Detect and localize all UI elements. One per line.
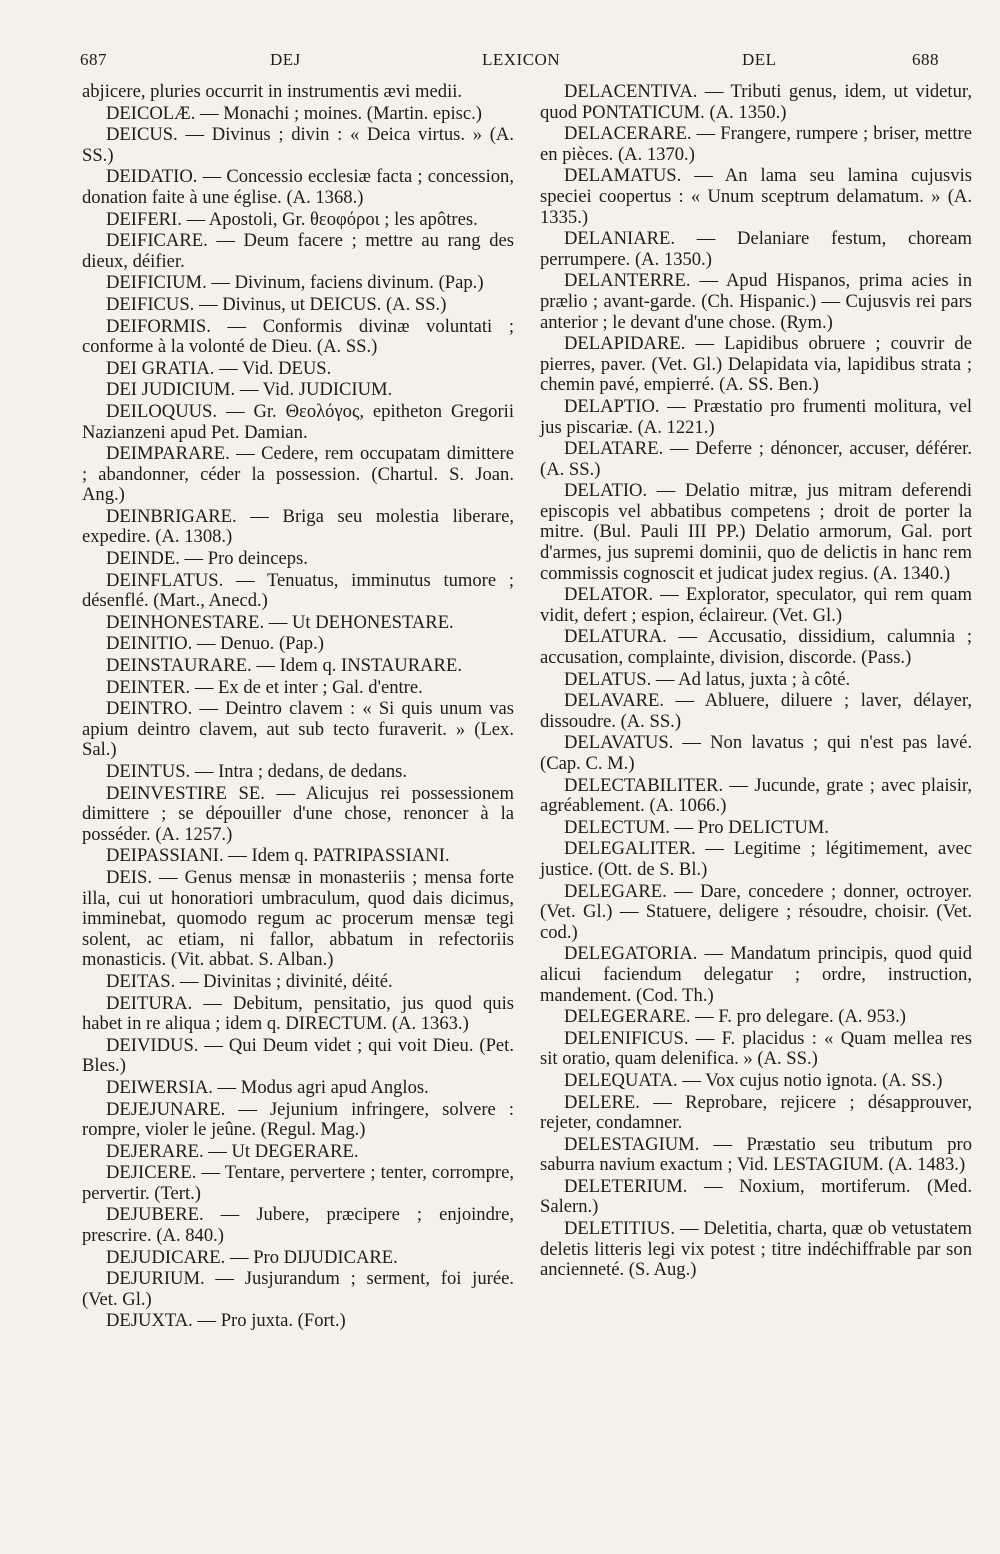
entry: DELERE. — Reprobare, rejicere ; désapprouver, rejeter, condamner. (540, 1091, 972, 1134)
entry: DEINHONESTARE. — Ut DEHONESTARE. (106, 611, 454, 633)
entry: DEIWERSIA. — Modus agri apud Anglos. (106, 1076, 429, 1098)
entry: abjicere, pluries occurrit in instrumentis ævi medii. (82, 81, 463, 102)
running-head-right: DEL (742, 50, 777, 69)
entry: DEIDATIO. — Concessio ecclesiæ facta ; concession, donation faite à une église. (A. 1368.) (82, 166, 514, 208)
entry: DELATIO. — Delatio mitræ, jus mitram deferendi episcopis vel abbatibus competens ; droit de porter la mitre. (Bul. Pauli III PP.) Delatio armorum, Gal. port d'armes, jus supremi dominii, quo de delictis in hanc rem commissis cognoscit et judicat judex regius. (A. 1340.) (540, 480, 972, 584)
page-number-left: 687 (80, 50, 107, 69)
entry: DELATOR. — Explorator, speculator, qui rem quam vidit, defert ; espion, éclaireur. (Vet. Gl.) (540, 584, 972, 626)
entry: DELAVATUS. — Non lavatus ; qui n'est pas lavé. (Cap. C. M.) (540, 732, 972, 774)
entry: DEICUS. — Divinus ; divin : « Deica virtus. » (A. SS.) (82, 124, 514, 166)
entry: DEILOQUUS. — Gr. Θεολόγος, epitheton Gregorii Nazianzeni apud Pet. Damian. (82, 400, 514, 443)
entry: DEINTER. — Ex de et inter ; Gal. d'entre. (106, 676, 423, 698)
entry: DEIPASSIANI. — Idem q. PATRIPASSIANI. (106, 845, 450, 867)
page-header (80, 40, 944, 86)
page-title: LEXICON (482, 50, 561, 69)
entry: DEIFERI. — Apostoli, Gr. θεοφόροι ; les apôtres. (106, 208, 478, 230)
entry: DEIFORMIS. — Conformis divinæ voluntati ; conforme à la volonté de Dieu. (A. SS.) (82, 315, 514, 358)
entry: DELESTAGIUM. — Præstatio seu tributum pro saburra navium exactum ; Vid. LESTAGIUM. (A. 1483.) (540, 1133, 972, 1176)
entry: DELAPTIO. — Præstatio pro frumenti molitura, vel jus piscariæ. (A. 1221.) (540, 395, 972, 438)
entry: DELANTERRE. — Apud Hispanos, prima acies in prælio ; avant-garde. (Ch. Hispanic.) — Cujusvis rei pars anterior ; le devant d'une chose. (Rym.) (540, 270, 972, 333)
entry: DEIVIDUS. — Qui Deum videt ; qui voit Dieu. (Pet. Bles.) (82, 1034, 514, 1077)
page-number-right: 688 (912, 50, 939, 69)
entry: DEIMPARARE. — Cedere, rem occupatam dimittere ; abandonner, céder la possession. (Chartul. S. Joan. Ang.) (82, 443, 514, 506)
entry: DEIFICARE. — Deum facere ; mettre au rang des dieux, déifier. (82, 230, 514, 272)
entry: DEI GRATIA. — Vid. DEUS. (106, 357, 332, 379)
entry: DELETERIUM. — Noxium, mortiferum. (Med. Salern.) (540, 1175, 972, 1218)
entry: DELEGARE. — Dare, concedere ; donner, octroyer.(Vet. Gl.) — Statuere, deligere ; résoudre, choisir. (Vet. cod.) (540, 880, 972, 943)
entry: DELEGATORIA. — Mandatum principis, quod quid alicui faciendum delegatur ; ordre, instruction, mandement. (Cod. Th.) (540, 943, 972, 1006)
entry: DELEQUATA. — Vox cujus notio ignota. (A. SS.) (564, 1069, 943, 1091)
entry: DEINBRIGARE. — Briga seu molestia liberare, expedire. (A. 1308.) (82, 505, 514, 548)
entry: DEJEJUNARE. — Jejunium infringere, solvere : rompre, violer le jeûne. (Regul. Mag.) (82, 1098, 514, 1141)
entry: DELECTABILITER. — Jucunde, grate ; avec plaisir, agréablement. (A. 1066.) (540, 774, 972, 817)
entry: DEIS. — Genus mensæ in monasteriis ; mensa forte illa, cui ut honoratiori umbraculum, quod dais dicimus, imminebat, quomodo regum ac procerum mensæ tegi solent, ac etiam, ni fallor, abbatum in refectoriis monasticis. (Vit. abbat. S. Alban.) (82, 866, 514, 971)
entry: DELATURA. — Accusatio, dissidium, calumnia ; accusation, complainte, division, discorde. (Pass.) (540, 626, 972, 669)
entry: DELETITIUS. — Deletitia, charta, quæ ob vetustatem deletis litteris legi vix potest ; titre indéchiffrable par son ancienneté. (S. Aug.) (540, 1218, 972, 1281)
entry: DEIFICUS. — Divinus, ut DEICUS. (A. SS.) (106, 293, 447, 315)
entry: DEJERARE. — Ut DEGERARE. (106, 1140, 359, 1162)
entry: DEJUDICARE. — Pro DIJUDICARE. (106, 1246, 398, 1268)
entry: DEINSTAURARE. — Idem q. INSTAURARE. (106, 655, 462, 677)
left-column (82, 82, 514, 1333)
entry: DEJICERE. — Tentare, pervertere ; tenter, corrompre, pervertir. (Tert.) (82, 1162, 514, 1204)
entry: DEI JUDICIUM. — Vid. JUDICIUM. (106, 379, 393, 401)
entry: DEICOLÆ. — Monachi ; moines. (Martin. episc.) (106, 102, 482, 124)
entry: DELAMATUS. — An lama seu lamina cujusvis speciei coopertus : « Unum sceptrum delamatum. » (A. 1335.) (540, 165, 972, 228)
running-head-left: DEJ (270, 50, 301, 69)
entry: DELEGALITER. — Legitime ; légitimement, avec justice. (Ott. de S. Bl.) (540, 838, 972, 880)
entry: DELATUS. — Ad latus, juxta ; à côté. (564, 668, 851, 690)
entry: DEIFICIUM. — Divinum, faciens divinum. (Pap.) (106, 272, 484, 294)
entry: DEJURIUM. — Jusjurandum ; serment, foi jurée. (Vet. Gl.) (82, 1268, 514, 1310)
entry: DEITAS. — Divinitas ; divinité, déité. (106, 970, 393, 992)
entry: DEINITIO. — Denuo. (Pap.) (106, 633, 324, 655)
entry: DEJUBERE. — Jubere, præcipere ; enjoindre, prescrire. (A. 840.) (82, 1204, 514, 1247)
entry: DEINDE. — Pro deinceps. (106, 548, 308, 570)
right-column (540, 82, 972, 1282)
entry: DELECTUM. — Pro DELICTUM. (564, 816, 829, 838)
entry: DEINTRO. — Deintro clavem : « Si quis unum vas apium deintro clavem, aut sub tecto furaverit. » (Lex. Sal.) (82, 698, 514, 761)
entry: DELENIFICUS. — F. placidus : « Quam mellea res sit oratio, quam delenifica. » (A. SS.) (540, 1027, 972, 1070)
entry: DELAVARE. — Abluere, diluere ; laver, délayer, dissoudre. (A. SS.) (540, 690, 972, 732)
entry: DELACENTIVA. — Tributi genus, idem, ut videtur, quod PONTATICUM. (A. 1350.) (540, 81, 972, 123)
entry: DEITURA. — Debitum, pensitatio, jus quod quis habet in re aliqua ; idem q. DIRECTUM. (A. 1363.) (82, 992, 514, 1035)
entry: DEINVESTIRE SE. — Alicujus rei possessionem dimittere ; se dépouiller d'une chose, renoncer à la posséder. (A. 1257.) (82, 782, 514, 845)
entry: DELANIARE. — Delaniare festum, choream perrumpere. (A. 1350.) (540, 228, 972, 270)
entry: DELACERARE. — Frangere, rumpere ; briser, mettre en pièces. (A. 1370.) (540, 123, 972, 165)
entry: DELAPIDARE. — Lapidibus obruere ; couvrir de pierres, paver. (Vet. Gl.) Delapidata via, lapidibus strata ; chemin pavé, empierré. (A. SS. Ben.) (540, 333, 972, 396)
entry: DEINTUS. — Intra ; dedans, de dedans. (106, 761, 408, 782)
entry: DELEGERARE. — F. pro delegare. (A. 953.) (564, 1006, 906, 1028)
entry: DEJUXTA. — Pro juxta. (Fort.) (106, 1310, 346, 1332)
entry: DEINFLATUS. — Tenuatus, imminutus tumore ; désenflé. (Mart., Anecd.) (82, 569, 514, 612)
entry: DELATARE. — Deferre ; dénoncer, accuser, déférer. (A. SS.) (540, 438, 972, 480)
